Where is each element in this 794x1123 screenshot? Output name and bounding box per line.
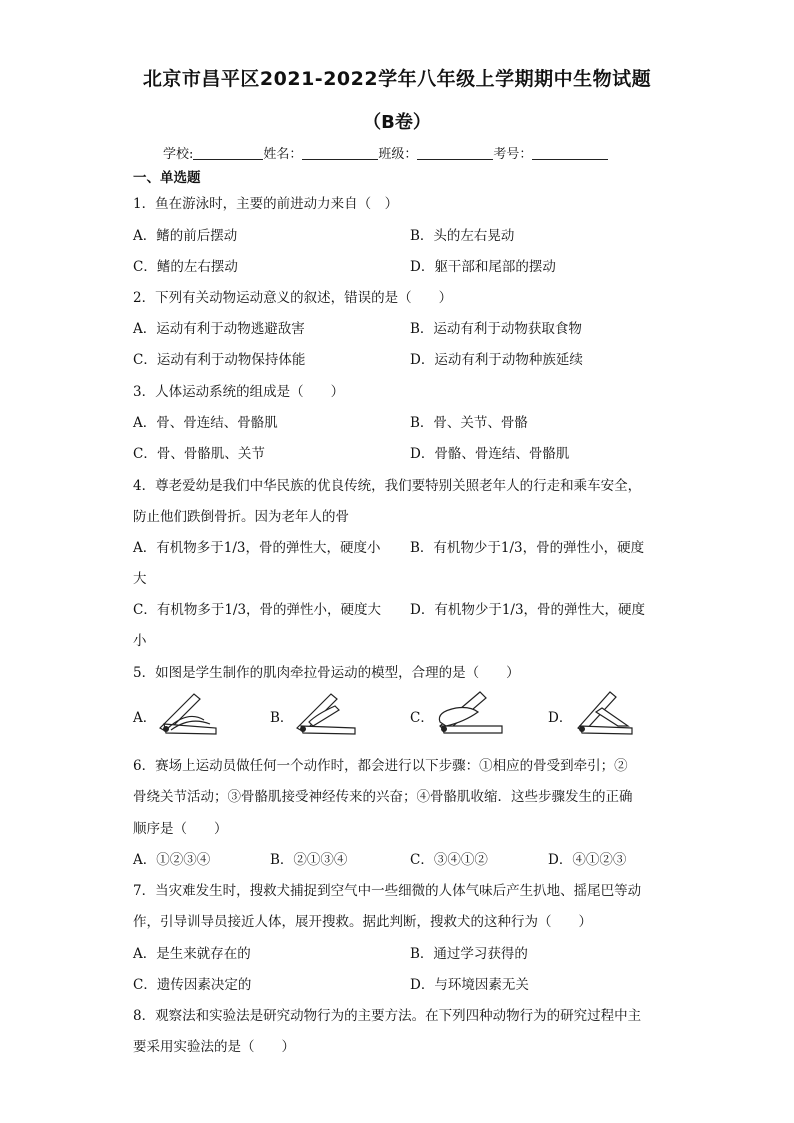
q4-option-d[interactable]: D．有机物少于1/3，骨的弹性大，硬度 — [410, 602, 646, 618]
q6-stem-line1: 6．赛场上运动员做任何一个动作时，都会进行以下步骤：①相应的骨受到牵引；② — [133, 758, 628, 774]
q8-stem-line1: 8．观察法和实验法是研究动物行为的主要方法。在下列四种动物行为的研究过程中主 — [133, 1008, 642, 1024]
q5-option-a-figure — [158, 686, 222, 736]
q7-stem-line1: 7．当灾难发生时，搜救犬捕捉到空气中一些细微的人体气味后产生扒地、摇尾巴等动 — [133, 883, 642, 899]
q4-option-a[interactable]: A．有机物多于1/3，骨的弹性大，硬度小 — [133, 540, 381, 556]
q1-stem: 1．鱼在游泳时，主要的前进动力来自（ ） — [133, 196, 399, 212]
q5-option-a-label[interactable]: A． — [133, 710, 157, 726]
q1-option-b[interactable]: B．头的左右晃动 — [410, 228, 515, 244]
q4-option-c[interactable]: C．有机物多于1/3，骨的弹性小，硬度大 — [133, 602, 382, 618]
q4-stem-line2: 防止他们跌倒骨折。因为老年人的骨 — [133, 509, 349, 525]
q5-stem: 5．如图是学生制作的肌肉牵拉骨运动的模型，合理的是（ ） — [133, 665, 520, 681]
q3-option-c[interactable]: C．骨、骨骼肌、关节 — [133, 446, 265, 462]
q5-option-d-figure — [574, 686, 638, 736]
q7-option-a[interactable]: A．是生来就存在的 — [133, 946, 251, 962]
page-subtitle: （B卷） — [363, 112, 431, 133]
page-title: 北京市昌平区2021-2022学年八年级上学期期中生物试题 — [142, 68, 652, 90]
q8-stem-line2: 要采用实验法的是（ ） — [133, 1039, 295, 1055]
q7-option-c[interactable]: C．遗传因素决定的 — [133, 977, 252, 993]
school-blank[interactable] — [193, 145, 263, 160]
q7-stem-line2: 作，引导训导员接近人体，展开搜救。据此判断，搜救犬的这种行为（ ） — [133, 914, 592, 930]
q2-option-b[interactable]: B．运动有利于动物获取食物 — [410, 321, 582, 337]
q2-option-c[interactable]: C．运动有利于动物保持体能 — [133, 352, 306, 368]
q5-option-b-label[interactable]: B． — [270, 710, 294, 726]
number-blank[interactable] — [532, 145, 608, 160]
q6-option-a[interactable]: A．①②③④ — [133, 852, 211, 868]
q5-option-c-figure — [434, 686, 506, 736]
q6-stem-line3: 顺序是（ ） — [133, 821, 228, 837]
q3-option-a[interactable]: A．骨、骨连结、骨骼肌 — [133, 415, 278, 431]
q4-option-b-wrap: 大 — [133, 571, 147, 587]
q5-option-c-label[interactable]: C． — [410, 710, 434, 726]
q5-option-b-figure — [295, 686, 359, 736]
q2-stem: 2．下列有关动物运动意义的叙述，错误的是（ ） — [133, 290, 453, 306]
q2-option-a[interactable]: A．运动有利于动物逃避敌害 — [133, 321, 305, 337]
school-label: 学校: — [163, 147, 194, 162]
q7-option-d[interactable]: D．与环境因素无关 — [410, 977, 529, 993]
q3-option-d[interactable]: D．骨骼、骨连结、骨骼肌 — [410, 446, 570, 462]
q7-option-b[interactable]: B．通过学习获得的 — [410, 946, 528, 962]
q1-option-d[interactable]: D．躯干部和尾部的摆动 — [410, 259, 556, 275]
q6-stem-line2: 骨绕关节活动；③骨骼肌接受神经传来的兴奋；④骨骼肌收缩．这些步骤发生的正确 — [133, 789, 633, 805]
q5-option-d-label[interactable]: D． — [548, 710, 573, 726]
q4-option-d-wrap: 小 — [133, 633, 147, 649]
q1-option-c[interactable]: C．鳍的左右摆动 — [133, 259, 238, 275]
name-label: 姓名： — [263, 147, 303, 162]
q3-stem: 3．人体运动系统的组成是（ ） — [133, 384, 345, 400]
q3-option-b[interactable]: B．骨、关节、骨骼 — [410, 415, 528, 431]
student-info-line — [163, 143, 608, 162]
number-label: 考号： — [493, 147, 533, 162]
q4-stem-line1: 4．尊老爱幼是我们中华民族的优良传统，我们要特别关照老年人的行走和乘车安全， — [133, 478, 642, 494]
class-label: 班级： — [378, 147, 418, 162]
name-blank[interactable] — [302, 145, 378, 160]
q2-option-d[interactable]: D．运动有利于动物种族延续 — [410, 352, 583, 368]
q4-option-b[interactable]: B．有机物少于1/3，骨的弹性小，硬度 — [410, 540, 645, 556]
class-blank[interactable] — [417, 145, 493, 160]
q1-option-a[interactable]: A．鳍的前后摆动 — [133, 228, 238, 244]
q6-option-b[interactable]: B．②①③④ — [270, 852, 348, 868]
q6-option-d[interactable]: D．④①②③ — [548, 852, 627, 868]
q6-option-c[interactable]: C．③④①② — [410, 852, 488, 868]
section-heading: 一、单选题 — [133, 170, 201, 186]
